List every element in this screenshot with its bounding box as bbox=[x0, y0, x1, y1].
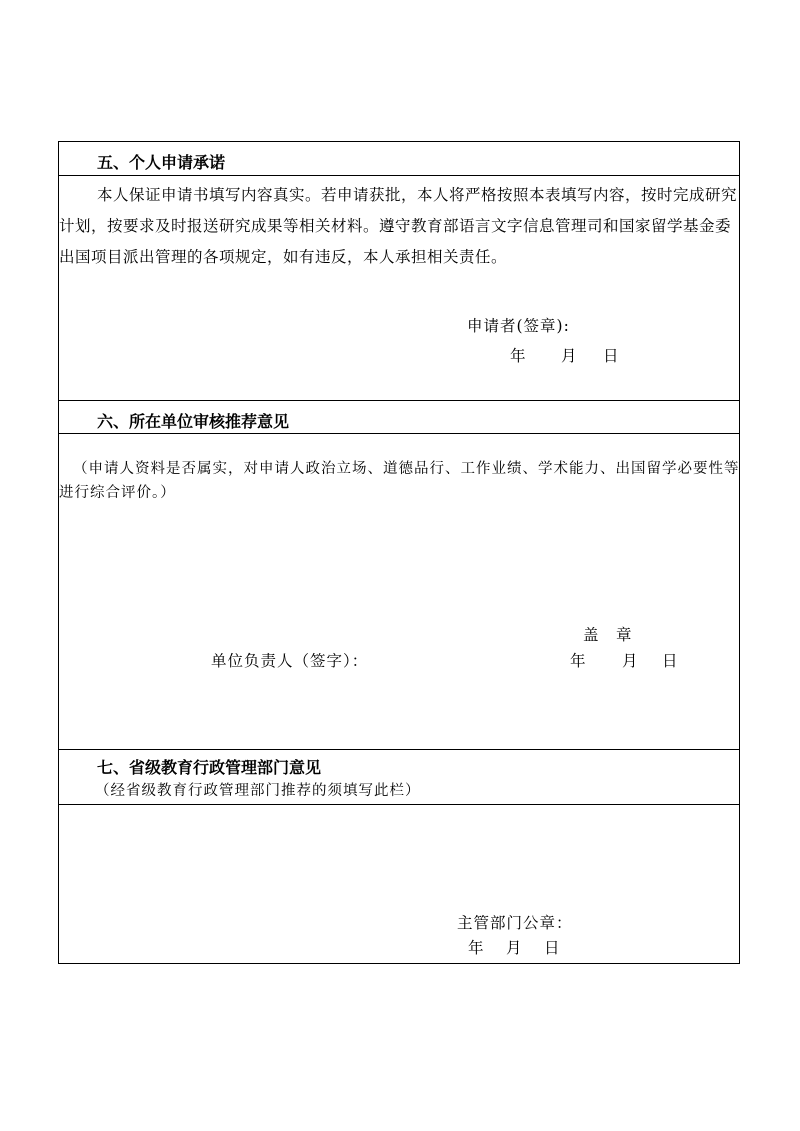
section6-date-year: 年 bbox=[570, 652, 587, 670]
section5-commitment-text: 本人保证申请书填写内容真实。若申请获批，本人将严格按照本表填写内容，按时完成研究计划，按要求及时报送研究成果等相关材料。遵守教育部语言文字信息管理司和国家留学基金委出国项目派出管理的各项规定，如有违反，本人承担相关责任。 bbox=[59, 186, 738, 266]
section6-seal-label: 盖 章 bbox=[583, 626, 633, 644]
section7-seal-label: 主管部门公章： bbox=[457, 914, 573, 932]
section7-title: 七、省级教育行政管理部门意见 bbox=[97, 758, 322, 777]
section5-divider bbox=[59, 175, 739, 176]
section5-date-year: 年 bbox=[510, 347, 527, 365]
section6-instruction-text: （申请人资料是否属实，对申请人政治立场、道德品行、工作业绩、学术能力、出国留学必要性等进行综合评价。） bbox=[59, 461, 740, 501]
section6-date-day: 日 bbox=[662, 652, 679, 670]
section7-date-year: 年 bbox=[468, 939, 485, 957]
section6-date-month: 月 bbox=[622, 652, 639, 670]
section7-divider bbox=[59, 804, 739, 805]
application-form-table bbox=[58, 141, 740, 964]
section7-date-month: 月 bbox=[506, 939, 523, 957]
section6-leader-signature-label: 单位负责人（签字）： bbox=[211, 652, 369, 670]
section5-date-day: 日 bbox=[603, 347, 620, 365]
section5-title: 五、个人申请承诺 bbox=[97, 153, 226, 172]
section7-date-day: 日 bbox=[544, 939, 561, 957]
section5-signature-label: 申请者(签章): bbox=[467, 317, 570, 335]
section6-title: 六、所在单位审核推荐意见 bbox=[97, 412, 290, 431]
section5-date-month: 月 bbox=[561, 347, 578, 365]
section6-bottom-border bbox=[59, 749, 739, 750]
section6-divider bbox=[59, 433, 739, 434]
section7-subtitle: （经省级教育行政管理部门推荐的须填写此栏） bbox=[95, 783, 421, 799]
section5-bottom-border bbox=[59, 400, 739, 401]
